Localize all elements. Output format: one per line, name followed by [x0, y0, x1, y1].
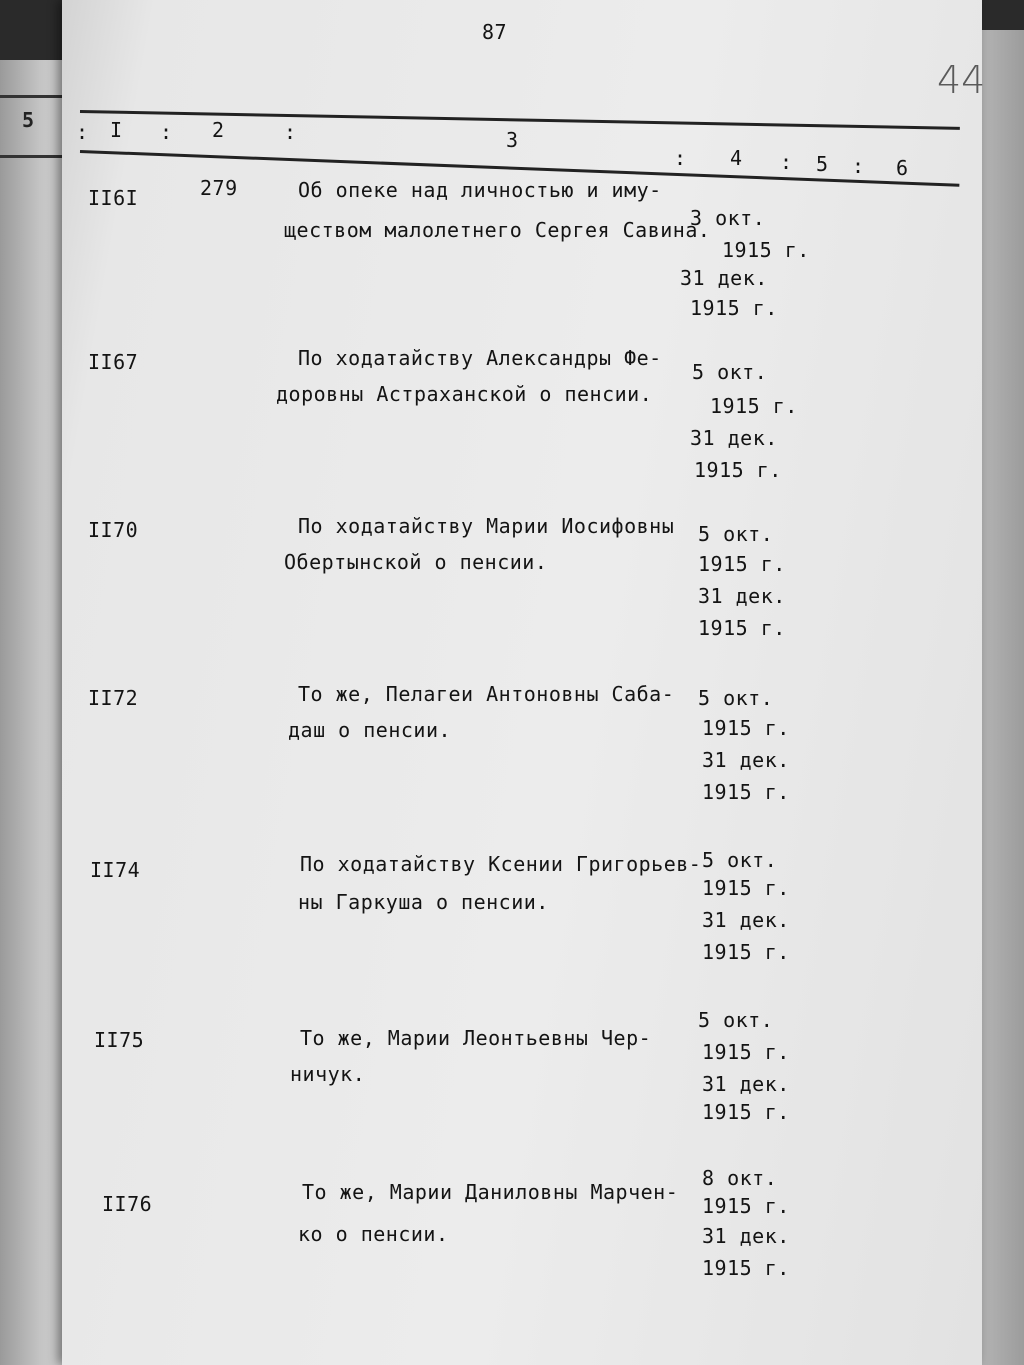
header-col-sep: : — [674, 146, 687, 170]
record-date-start-year: 1915 г. — [702, 1194, 790, 1218]
record-date-end: 31 дек. — [702, 1224, 790, 1248]
record-date-start-year: 1915 г. — [702, 876, 790, 900]
record-title-line: Об опеке над личностью и иму- — [298, 178, 662, 202]
header-col-5: 5 — [816, 152, 829, 176]
record-title-line: доровны Астраханской о пенсии. — [276, 382, 653, 406]
header-col-sep: : — [780, 150, 793, 174]
header-col-3: 3 — [506, 128, 519, 152]
record-date-start-year: 1915 г. — [722, 238, 810, 262]
record-number: II74 — [90, 858, 141, 882]
record-title-line: По ходатайству Марии Иосифовны — [298, 514, 675, 538]
record-title-line: ны Гаркуша о пенсии. — [298, 890, 549, 914]
record-date-end-year: 1915 г. — [702, 1256, 790, 1280]
header-col-4: 4 — [730, 146, 743, 170]
record-date-end: 31 дек. — [702, 748, 790, 772]
record-date-end: 31 дек. — [698, 584, 786, 608]
record-title-line: ничук. — [290, 1062, 366, 1086]
record-date-start: 5 окт. — [692, 360, 768, 384]
page-number: 87 — [482, 20, 508, 44]
archive-folio-mark: 44 — [937, 58, 986, 102]
record-date-end-year: 1915 г. — [702, 1100, 790, 1124]
record-title-line: Обертынской о пенсии. — [284, 550, 548, 574]
record-number: II67 — [88, 350, 139, 374]
record-date-start: 5 окт. — [698, 522, 774, 546]
record-title-line: По ходатайству Ксении Григорьев- — [300, 852, 702, 876]
record-date-end-year: 1915 г. — [698, 616, 786, 640]
record-number: II70 — [88, 518, 139, 542]
record-date-end-year: 1915 г. — [702, 780, 790, 804]
record-title-line: ко о пенсии. — [298, 1222, 449, 1246]
record-date-start-year: 1915 г. — [702, 1040, 790, 1064]
record-date-end: 31 дек. — [690, 426, 778, 450]
header-col-sep: : — [160, 120, 173, 144]
record-date-start: 5 окт. — [698, 1008, 774, 1032]
record-title-line: То же, Марии Леонтьевны Чер- — [300, 1026, 652, 1050]
record-number: II6I — [88, 186, 139, 210]
header-col-1: I — [110, 118, 123, 142]
record-date-end: 31 дек. — [680, 266, 768, 290]
record-date-start-year: 1915 г. — [702, 716, 790, 740]
header-col-6: 6 — [896, 156, 909, 180]
record-date-start: 8 окт. — [702, 1166, 778, 1190]
record-title-line: По ходатайству Александры Фе- — [298, 346, 662, 370]
left-page-column-number: 5 — [22, 108, 35, 132]
record-title-line: То же, Пелагеи Антоновны Саба- — [298, 682, 675, 706]
header-col-sep: : — [76, 120, 89, 144]
record-number: II72 — [88, 686, 139, 710]
record-date-end: 31 дек. — [702, 908, 790, 932]
record-number: II75 — [94, 1028, 145, 1052]
record-title-line: То же, Марии Даниловны Марчен- — [302, 1180, 679, 1204]
record-col2: 279 — [200, 176, 238, 200]
record-date-end: 31 дек. — [702, 1072, 790, 1096]
header-col-sep: : — [284, 120, 297, 144]
record-title-line: ществом малолетнего Сергея Савина. — [284, 218, 711, 242]
record-date-end-year: 1915 г. — [690, 296, 778, 320]
record-date-start-year: 1915 г. — [710, 394, 798, 418]
record-date-start: 5 окт. — [702, 848, 778, 872]
record-date-start: 5 окт. — [698, 686, 774, 710]
record-date-start-year: 1915 г. — [698, 552, 786, 576]
record-date-end-year: 1915 г. — [702, 940, 790, 964]
record-title-line: даш о пенсии. — [288, 718, 452, 742]
document-sheet — [62, 0, 986, 1365]
header-col-sep: : — [852, 154, 865, 178]
record-date-end-year: 1915 г. — [694, 458, 782, 482]
record-date-start: 3 окт. — [690, 206, 766, 230]
record-number: II76 — [102, 1192, 153, 1216]
header-col-2: 2 — [212, 118, 225, 142]
